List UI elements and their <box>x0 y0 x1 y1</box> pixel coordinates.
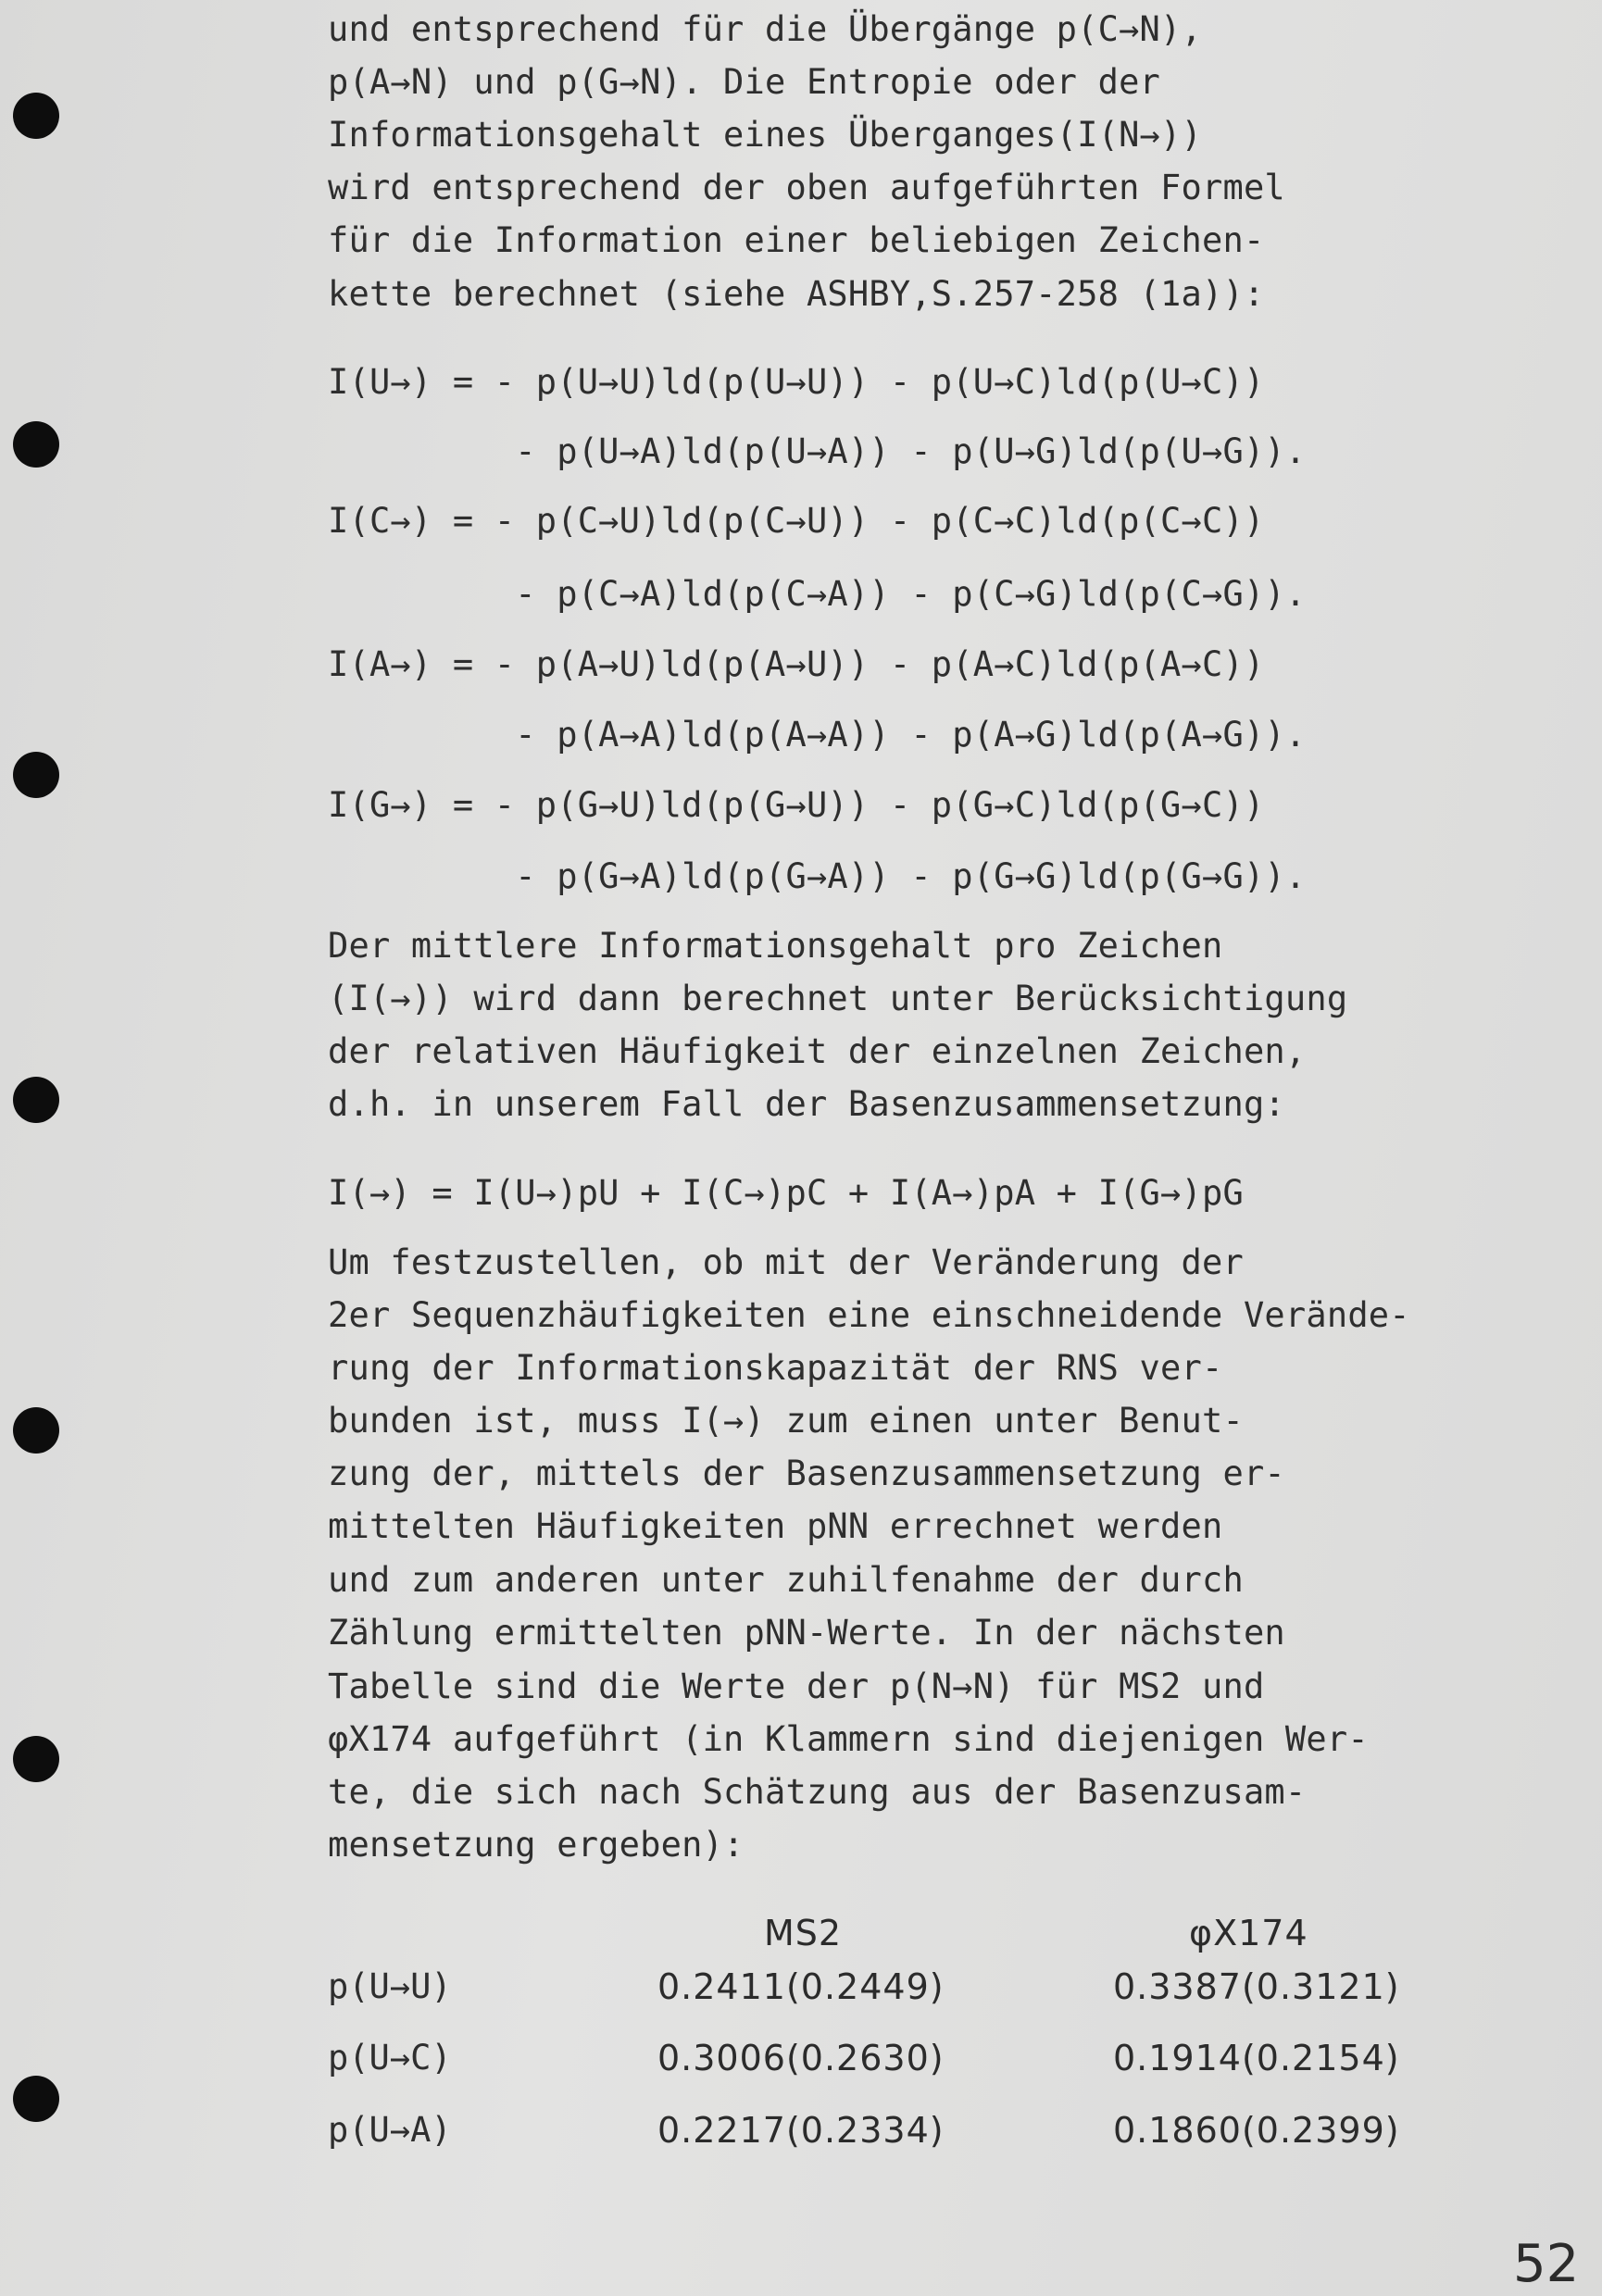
text-line: wird entsprechend der oben aufgeführten Formel <box>328 168 1285 207</box>
text-line: Der mittlere Informationsgehalt pro Zeichen <box>328 926 1223 966</box>
text-line: Informationsgehalt eines Überganges(I(N→)) <box>328 115 1202 155</box>
text-line: d.h. in unserem Fall der Basenzusammensetzung: <box>328 1084 1285 1124</box>
ms2-value: 0.3006(0.2630) <box>657 2038 945 2078</box>
punch-hole <box>13 752 59 798</box>
formula-line: - p(C→A)ld(p(C→A)) - p(C→G)ld(p(C→G)). <box>328 574 1307 614</box>
phix174-value: 0.1860(0.2399) <box>1113 2110 1400 2151</box>
formula-line: I(A→) = - p(A→U)ld(p(A→U)) - p(A→C)ld(p(A→C)) <box>328 644 1265 684</box>
text-line: der relativen Häufigkeit der einzelnen Zeichen, <box>328 1031 1307 1071</box>
text-line: (I(→)) wird dann berechnet unter Berücksichtigung <box>328 979 1348 1018</box>
text-line: bunden ist, muss I(→) zum einen unter Benut- <box>328 1401 1244 1441</box>
ms2-value: 0.2411(0.2449) <box>657 1966 945 2007</box>
punch-hole <box>13 1736 59 1782</box>
phix174-value: 0.3387(0.3121) <box>1113 1966 1400 2007</box>
text-line: zung der, mittels der Basenzusammensetzung er- <box>328 1454 1285 1493</box>
text-line: Um festzustellen, ob mit der Veränderung der <box>328 1242 1244 1282</box>
formula-line: - p(U→A)ld(p(U→A)) - p(U→G)ld(p(U→G)). <box>328 431 1307 471</box>
row-label: p(U→C) <box>328 2038 452 2078</box>
punch-hole <box>13 1077 59 1123</box>
text-line: p(A→N) und p(G→N). Die Entropie oder der <box>328 62 1161 102</box>
formula-line: - p(A→A)ld(p(A→A)) - p(A→G)ld(p(A→G)). <box>328 715 1307 755</box>
punch-hole <box>13 93 59 139</box>
row-label: p(U→A) <box>328 2110 452 2150</box>
text-line: te, die sich nach Schätzung aus der Basenzusam- <box>328 1772 1307 1812</box>
text-line: und zum anderen unter zuhilfenahme der durch <box>328 1560 1244 1600</box>
punch-hole <box>13 2076 59 2122</box>
text-line: rung der Informationskapazität der RNS ver- <box>328 1348 1223 1388</box>
formula-line: I(C→) = - p(C→U)ld(p(C→U)) - p(C→C)ld(p(C→C)) <box>328 501 1265 541</box>
text-line: φX174 aufgeführt (in Klammern sind diejenigen Wer- <box>328 1719 1369 1759</box>
row-label: p(U→U) <box>328 1966 452 2006</box>
text-line: Zählung ermittelten pNN-Werte. In der nächsten <box>328 1613 1285 1653</box>
formula-line: I(G→) = - p(G→U)ld(p(G→U)) - p(G→C)ld(p(G→C)) <box>328 785 1265 825</box>
text-line: und entsprechend für die Übergänge p(C→N), <box>328 9 1202 49</box>
text-line: für die Information einer beliebigen Zeichen- <box>328 220 1265 260</box>
text-line: kette berechnet (siehe ASHBY,S.257-258 (1a)): <box>328 274 1265 314</box>
punch-hole <box>13 421 59 468</box>
text-line: mensetzung ergeben): <box>328 1825 745 1865</box>
page-number: 52 <box>1513 2234 1580 2294</box>
formula-line: - p(G→A)ld(p(G→A)) - p(G→G)ld(p(G→G)). <box>328 856 1307 896</box>
phix174-value: 0.1914(0.2154) <box>1113 2038 1400 2078</box>
punch-hole <box>13 1407 59 1454</box>
mean-information-formula: I(→) = I(U→)pU + I(C→)pC + I(A→)pA + I(G→)pG <box>328 1173 1244 1213</box>
text-line: Tabelle sind die Werte der p(N→N) für MS2 und <box>328 1666 1265 1706</box>
formula-line: I(U→) = - p(U→U)ld(p(U→U)) - p(U→C)ld(p(U→C)) <box>328 362 1265 402</box>
table-header-phix174: φX174 <box>1189 1913 1308 1953</box>
text-line: mittelten Häufigkeiten pNN errechnet werden <box>328 1506 1223 1546</box>
table-header-ms2: MS2 <box>764 1913 843 1953</box>
text-line: 2er Sequenzhäufigkeiten eine einschneidende Verände- <box>328 1295 1410 1335</box>
ms2-value: 0.2217(0.2334) <box>657 2110 945 2151</box>
